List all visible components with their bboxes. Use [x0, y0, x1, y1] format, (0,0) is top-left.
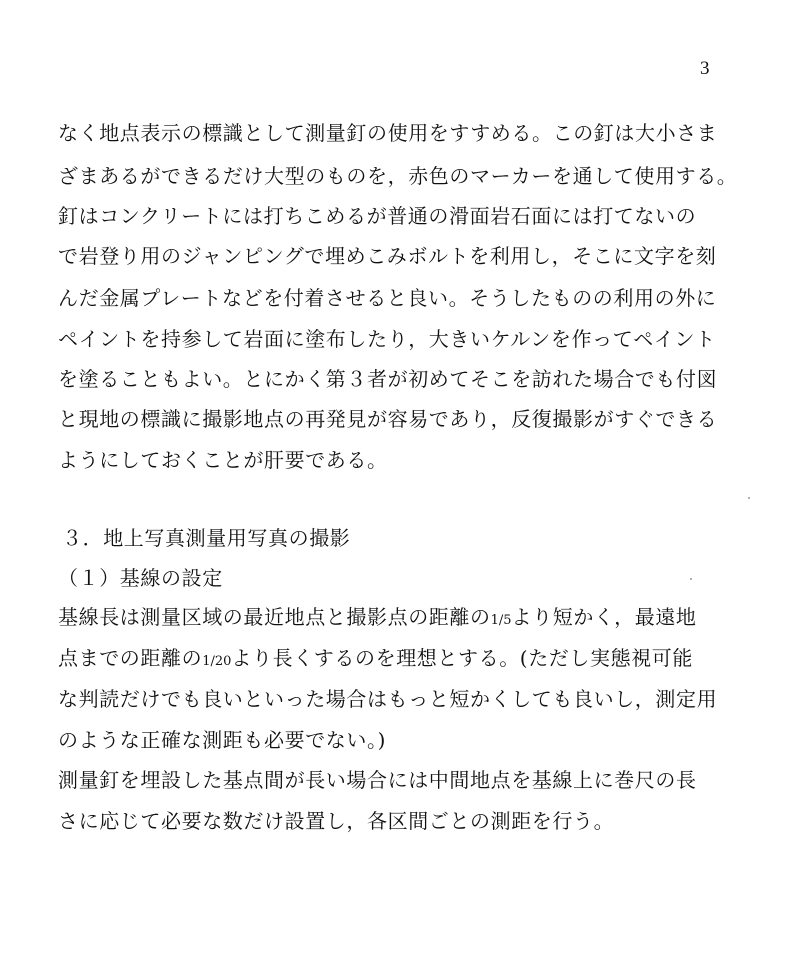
- fraction-one-fifth: 1/5: [490, 613, 512, 628]
- paragraph2-line-1-text-b: より短かく，最遠地: [511, 605, 697, 629]
- paragraph2-line-1-text-a: 基線長は測量区域の最近地点と撮影点の距離の: [58, 605, 491, 629]
- subsection-heading: （１）基線の設定: [58, 566, 223, 590]
- scan-speck: [748, 497, 750, 499]
- paragraph1-line-3: 釘はコンクリートには打ちこめるが普通の滑面岩石面には打てないの: [58, 204, 697, 228]
- paragraph1-line-2: ざまあるができるだけ大型のものを，赤色のマーカーを通して使用する。: [58, 164, 738, 188]
- paragraph2-line-2: [58, 645, 693, 675]
- section-heading: ３．地上写真測量用写真の撮影: [62, 526, 351, 550]
- paragraph3-line-1: 測量釘を埋設した基点間が長い場合には中間地点を基線上に巻尺の長: [58, 768, 697, 792]
- paragraph2-line-1: [58, 604, 697, 634]
- paragraph1-line-7: を塗ることもよい。とにかく第３者が初めてそこを訪れた場合でも付図: [58, 367, 718, 391]
- paragraph1-line-6: ペイントを持参して岩面に塗布したり，大きいケルンを作ってペイント: [58, 327, 716, 351]
- paragraph1-line-8: と現地の標識に撮影地点の再発見が容易であり，反復撮影がすぐできる: [58, 407, 718, 431]
- scan-speck: [690, 578, 692, 580]
- paragraph1-line-4: で岩登り用のジャンピングで埋めこみボルトを利用し，そこに文字を刻: [58, 244, 717, 268]
- paragraph2-line-3: な判読だけでも良いといった場合はもっと短かくしても良いし，測定用: [58, 687, 718, 711]
- paragraph2-line-4: のような正確な測距も必要でない。): [58, 728, 387, 752]
- paragraph2-line-2-text-b: より長くするのを理想とする。(ただし実態視可能: [231, 646, 694, 670]
- paragraph3-line-2: さに応じて必要な数だけ設置し，各区間ごとの測距を行う。: [58, 809, 615, 833]
- paragraph2-line-2-text-a: 点までの距離の: [58, 646, 203, 670]
- fraction-one-twentieth: 1/20: [202, 654, 232, 669]
- paragraph1-line-5: んだ金属プレートなどを付着させると良い。そうしたものの利用の外に: [58, 286, 717, 310]
- paragraph1-line-1: なく地点表示の標識として測量釘の使用をすすめる。この釘は大小さま: [58, 121, 718, 145]
- paragraph1-line-9: ようにしておくことが肝要である。: [58, 448, 388, 472]
- page-number: 3: [700, 58, 710, 79]
